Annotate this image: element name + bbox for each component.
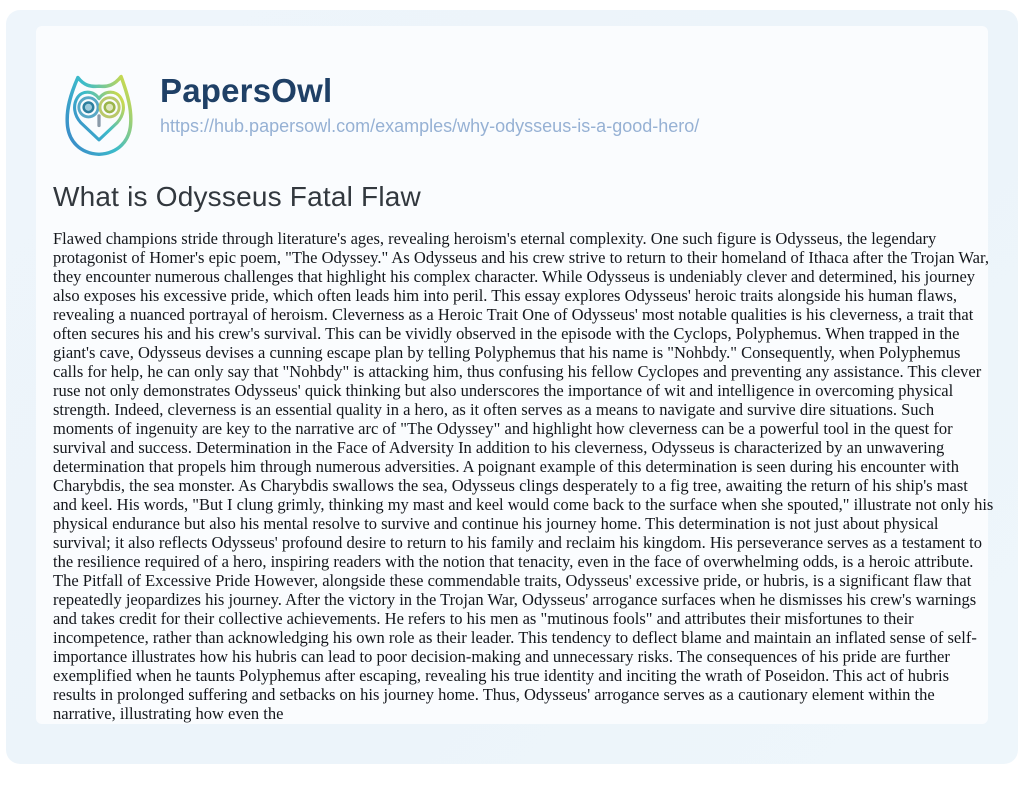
page-title: What is Odysseus Fatal Flaw: [53, 181, 421, 212]
essay-body-text: Flawed champions stride through literature's ages, revealing heroism's eternal complexity. One such figure is Odysseus, the legendary protagonist of Homer's epic poem, "The Odyssey." As Odysseus and his crew strive to return to their homeland of Ithaca after the Trojan War, they encounter numerous challenges that highlight his complex character. While Odysseus is undeniably clever and determined, his journey also exposes his excessive pride, which often leads him into peril. This essay explores Odysseus' heroic traits alongside his human flaws, revealing a nuanced portrayal of heroism. Cleverness as a Heroic Trait One of Odysseus' most notable qualities is his cleverness, a trait that often secures his and his crew's survival. This can be vividly observed in the episode with the Cyclops, Polyphemus. When trapped in the giant's cave, Odysseus devises a cunning escape plan by telling Polyphemus that his name is "Nohbdy." Consequently, when Polyphemus calls for help, he can only say that "Nohbdy" is attacking him, thus confusing his fellow Cyclopes and preventing any assistance. This clever ruse not only demonstrates Odysseus' quick thinking but also underscores the importance of wit and intelligence in overcoming physical strength. Indeed, cleverness is an essential quality in a hero, as it often serves as a means to navigate and survive dire situations. Such moments of ingenuity are key to the narrative arc of "The Odyssey" and highlight how cleverness can be a powerful tool in the quest for survival and success. Determination in the Face of Adversity In addition to his cleverness, Odysseus is characterized by an unwavering determination that propels him through numerous adversities. A poignant example of this determination is seen during his encounter with Charybdis, the sea monster. As Charybdis swallows the sea, Odysseus clings desperately to a fig tree, awaiting the return of his ship's mast and keel. His words, "But I clung grimly, thinking my mast and keel would come back to the surface when she spouted," illustrate not only his physical endurance but also his mental resolve to survive and continue his journey home. This determination is not just about physical survival; it also reflects Odysseus' profound desire to return to his family and reclaim his kingdom. His perseverance serves as a testament to the resilience required of a hero, inspiring readers with the notion that tenacity, even in the face of overwhelming odds, is a heroic attribute. The Pitfall of Excessive Pride However, alongside these commendable traits, Odysseus' excessive pride, or hubris, is a significant flaw that repeatedly jeopardizes his journey. After the victory in the Trojan War, Odysseus' arrogance surfaces when he dismisses his crew's warnings and takes credit for their collective achievements. He refers to his men as "mutinous fools" and attributes their misfortunes to their incompetence, rather than acknowledging his own role as their leader. This tendency to deflect blame and maintain an inflated sense of self-importance illustrates how his hubris can lead to poor decision-making and unnecessary risks. The consequences of his pride are further exemplified when he taunts Polyphemus after escaping, revealing his true identity and inciting the wrath of Poseidon. This act of hubris results in prolonged suffering and setbacks on his journey home. Thus, Odysseus' arrogance serves as a cautionary element within the narrative, illustrating how even the: [53, 229, 994, 723]
owl-icon: [50, 66, 148, 162]
page-panel: [6, 10, 1018, 764]
document-card: [36, 26, 994, 724]
brand-name: PapersOwl: [160, 72, 333, 109]
source-url-link[interactable]: https://hub.papersowl.com/examples/why-odysseus-is-a-good-hero/: [160, 116, 700, 136]
